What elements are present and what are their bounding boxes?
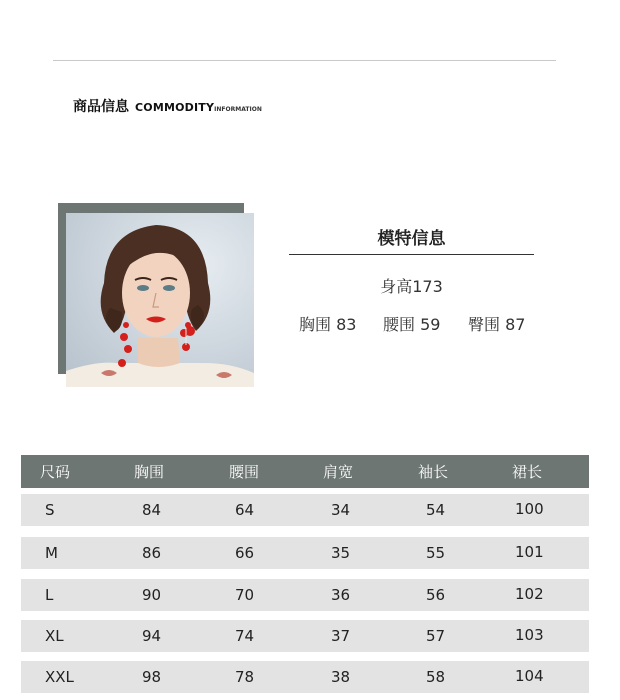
header-bust: 胸围 [134,463,165,481]
dress-length-cell: 100 [515,500,544,518]
shoulder-cell: 34 [331,501,351,519]
waist-cell: 78 [235,668,255,686]
model-waist: 腰围 59 [383,315,441,334]
header-dress-length: 裙长 [512,463,543,481]
size-cell: S [45,501,55,519]
bust-cell: 84 [142,501,162,519]
sleeve-cell: 58 [426,668,446,686]
model-photo [66,213,254,387]
waist-cell: 70 [235,586,255,604]
header-size: 尺码 [40,463,71,481]
dress-length-cell: 102 [515,585,544,603]
model-hip: 臀围 87 [468,315,526,334]
top-divider [53,60,556,61]
header-sleeve: 袖长 [418,463,449,481]
bust-cell: 86 [142,544,162,562]
shoulder-cell: 37 [331,627,351,645]
section-heading [73,96,262,116]
dress-length-cell: 101 [515,543,544,561]
shoulder-cell: 35 [331,544,351,562]
shoulder-cell: 36 [331,586,351,604]
table-row [21,620,589,652]
sleeve-cell: 54 [426,501,446,519]
model-info-title: 模特信息 [377,229,446,249]
model-bust: 胸围 83 [299,315,357,334]
size-table-header [21,455,589,488]
header-shoulder: 肩宽 [323,463,354,481]
dress-length-cell: 103 [515,626,544,644]
section-title-en: COMMODITY [135,101,215,114]
section-title-en-small: INFORMATION [214,106,262,113]
size-cell: XXL [45,668,74,686]
bust-cell: 90 [142,586,162,604]
table-row [21,579,589,611]
waist-cell: 64 [235,501,255,519]
size-cell: L [45,586,54,604]
size-cell: XL [45,627,64,645]
sleeve-cell: 56 [426,586,446,604]
size-cell: M [45,544,58,562]
table-row [21,494,589,526]
dress-length-cell: 104 [515,667,544,685]
shoulder-cell: 38 [331,668,351,686]
table-row [21,537,589,569]
model-info-divider [289,254,534,255]
model-height: 身高173 [380,277,443,296]
sleeve-cell: 55 [426,544,446,562]
bust-cell: 98 [142,668,162,686]
bust-cell: 94 [142,627,162,645]
sleeve-cell: 57 [426,627,446,645]
table-row [21,661,589,693]
waist-cell: 66 [235,544,255,562]
header-waist: 腰围 [229,463,260,481]
waist-cell: 74 [235,627,255,645]
section-title-cn: 商品信息 [73,99,129,115]
size-table [21,455,589,686]
